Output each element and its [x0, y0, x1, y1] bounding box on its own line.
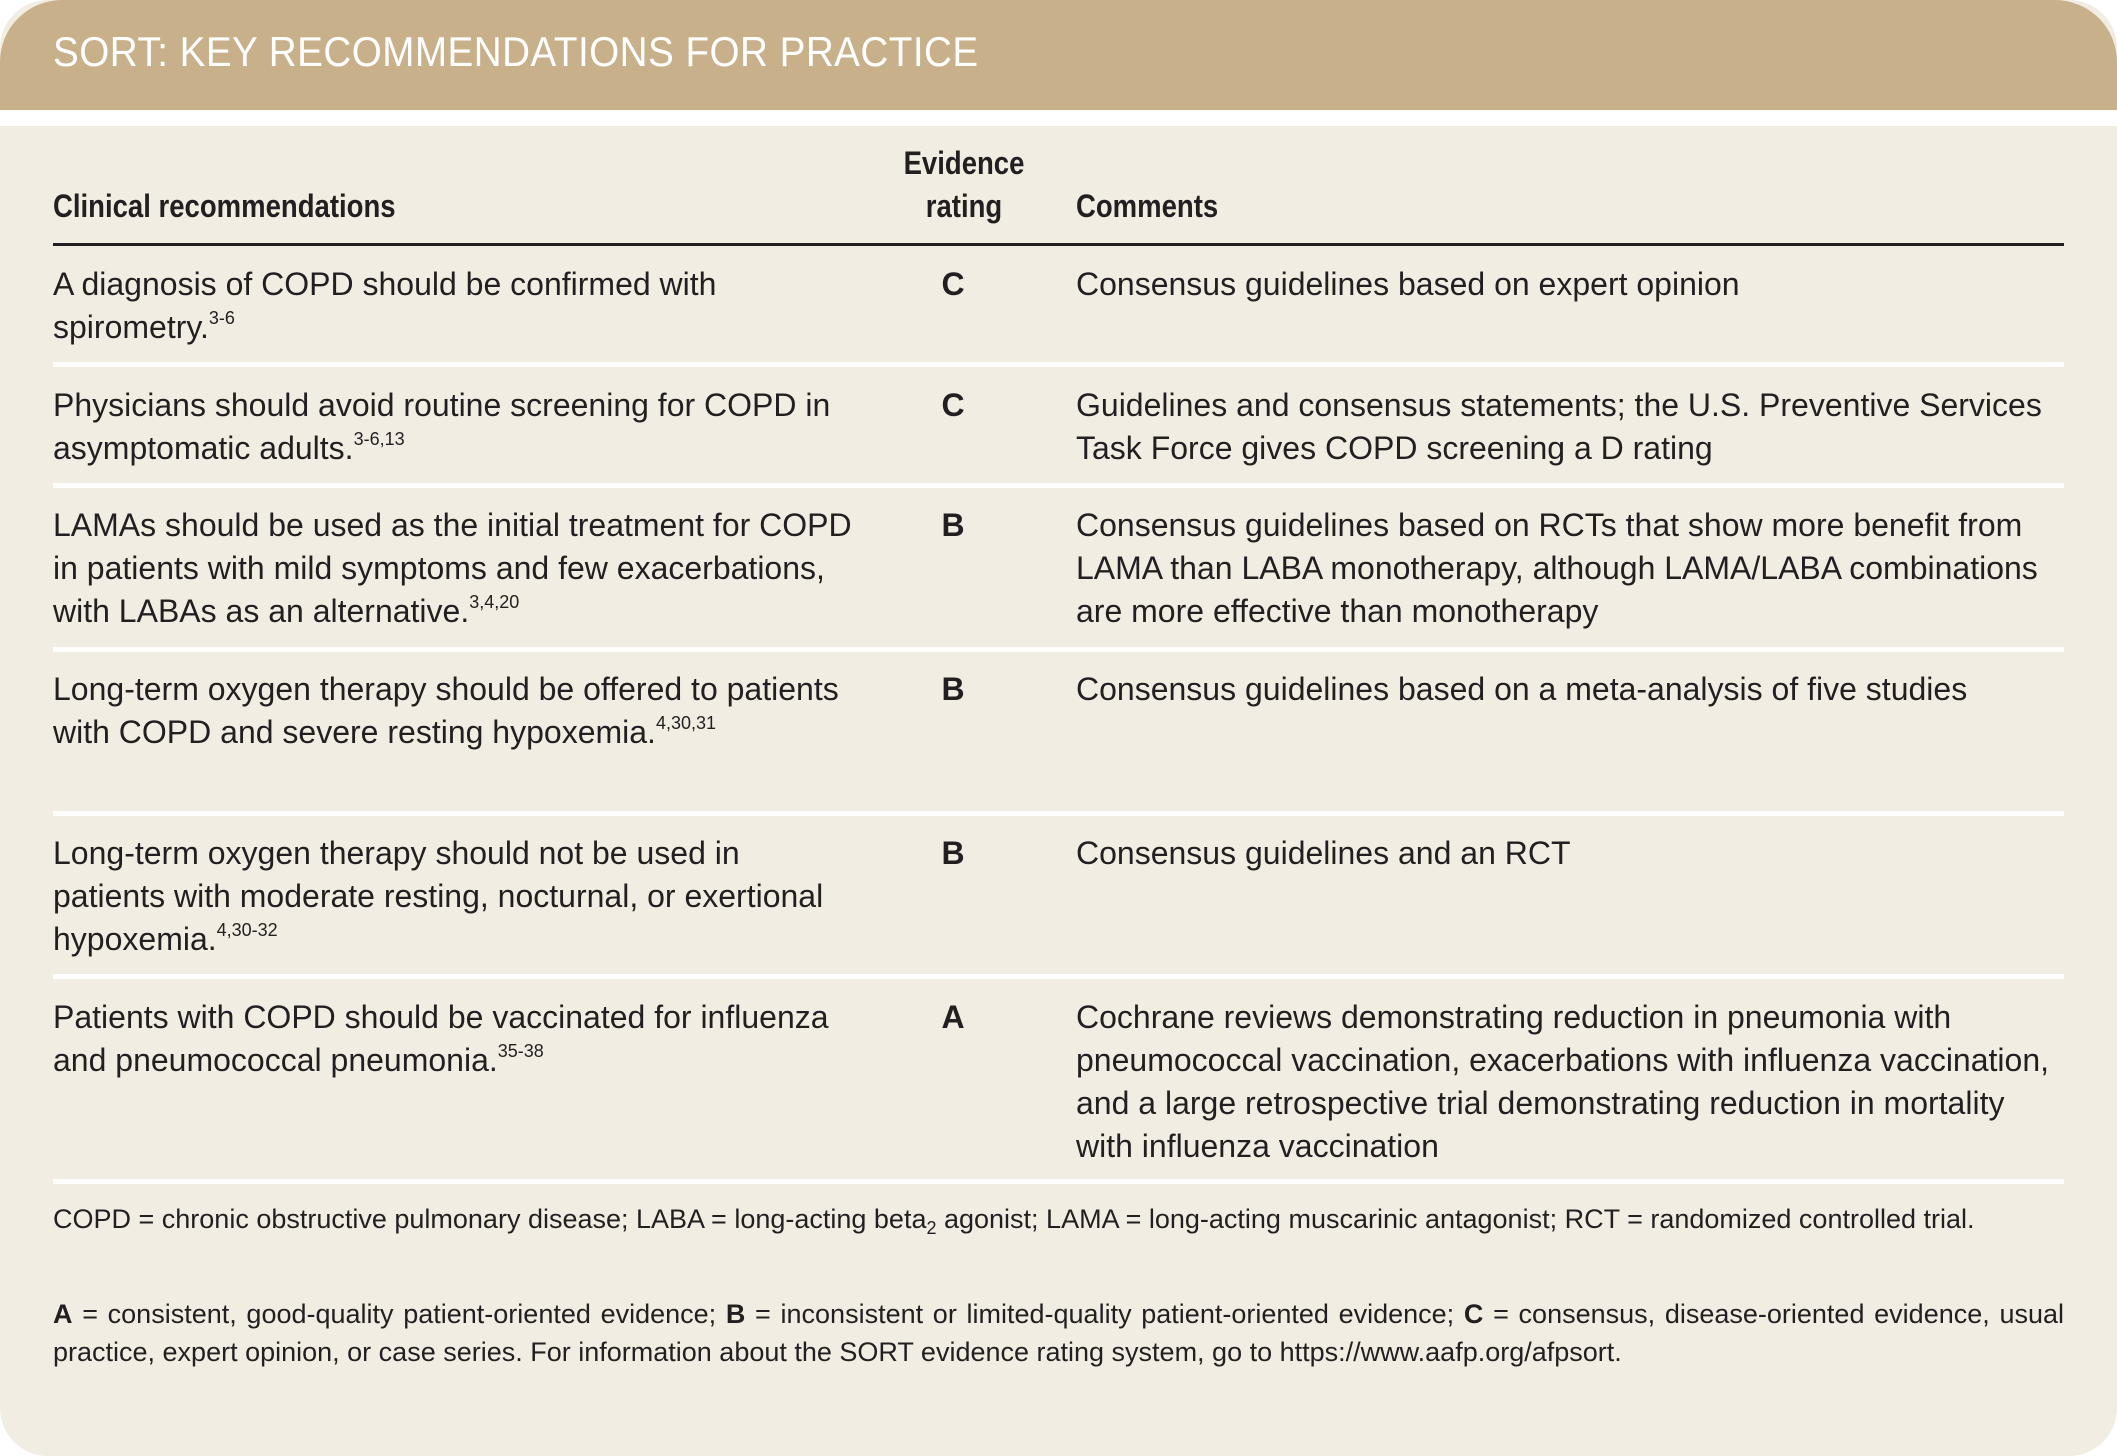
- reference-superscript: 4,30,31: [655, 713, 716, 733]
- rating-legend-footnote: [53, 1295, 2064, 1371]
- recommendation-text: LAMAs should be used as the initial treatment for COPD in patients with mild symptoms and few exacerbations, with LABAs as an alternative.: [53, 507, 852, 629]
- comment-cell: Consensus guidelines and an RCT: [1076, 835, 1571, 871]
- evidence-rating-cell: A: [941, 999, 965, 1035]
- rating-b-text: = inconsistent or limited-quality patient-oriented evidence;: [745, 1299, 1464, 1329]
- abbreviations-text: COPD = chronic obstructive pulmonary disease; LABA = long-acting beta: [53, 1204, 927, 1234]
- recommendation-text: Long-term oxygen therapy should not be used in patients with moderate resting, nocturnal, or exertional hypoxemia.: [53, 835, 824, 957]
- header-evidence-line1: Evidence: [903, 145, 1025, 181]
- recommendation-text: Long-term oxygen therapy should be offered to patients with COPD and severe resting hypoxemia.: [53, 671, 839, 750]
- evidence-rating-cell: B: [941, 835, 965, 871]
- reference-superscript: 3-6: [208, 308, 235, 328]
- comment-cell: Consensus guidelines based on expert opinion: [1076, 266, 1740, 302]
- rating-c-label: C: [1463, 1299, 1484, 1329]
- recommendation-cell: [53, 996, 853, 1082]
- evidence-rating-cell: C: [941, 266, 965, 302]
- header-comments: Comments: [1076, 188, 1219, 224]
- header-clinical-recommendations: Clinical recommendations: [53, 188, 396, 224]
- evidence-rating-cell: B: [941, 507, 965, 543]
- recommendation-cell: [53, 384, 853, 470]
- comment-cell: Consensus guidelines based on RCTs that show more benefit from LAMA than LABA monotherapy, although LAMA/LABA combinations are more effective than monotherapy: [1076, 507, 2038, 629]
- header-evidence-rating: [898, 142, 1030, 228]
- header-evidence-line2: rating: [925, 188, 1003, 224]
- rating-a-text: = consistent, good-quality patient-oriented evidence;: [72, 1299, 726, 1329]
- rating-b-label: B: [725, 1299, 746, 1329]
- rating-a-label: A: [53, 1299, 73, 1329]
- comment-cell: Consensus guidelines based on a meta-analysis of five studies: [1076, 671, 1968, 707]
- recommendation-text: Patients with COPD should be vaccinated for influenza and pneumococcal pneumonia.: [53, 999, 829, 1078]
- card-title: SORT: KEY RECOMMENDATIONS FOR PRACTICE: [53, 28, 979, 75]
- recommendation-cell: [53, 263, 853, 349]
- recommendation-text: Physicians should avoid routine screening for COPD in asymptomatic adults.: [53, 387, 831, 466]
- abbreviations-footnote: [53, 1200, 2064, 1238]
- recommendation-cell: [53, 504, 853, 633]
- comment-cell: Cochrane reviews demonstrating reduction in pneumonia with pneumococcal vaccination, exacerbations with influenza vaccination, and a large retrospective trial demonstrating reduction in mortality with influenza vaccination: [1076, 999, 2049, 1164]
- reference-superscript: 3-6,13: [353, 429, 405, 449]
- row-divider: [53, 483, 2064, 488]
- comment-cell: Guidelines and consensus statements; the U.S. Preventive Services Task Force gives COPD screening a D rating: [1076, 387, 2042, 466]
- row-divider: [53, 974, 2064, 979]
- abbreviations-text-cont: agonist; LAMA = long-acting muscarinic antagonist; RCT = randomized controlled trial.: [936, 1204, 1975, 1234]
- row-divider: [53, 647, 2064, 652]
- row-divider: [53, 811, 2064, 816]
- header-rule: [53, 243, 2064, 246]
- row-divider: [53, 362, 2064, 367]
- evidence-rating-cell: C: [941, 387, 965, 423]
- evidence-rating-cell: B: [941, 671, 965, 707]
- rating-c-text: = consensus, disease-oriented evidence, usual practice, expert opinion, or case series. For information about the SORT evidence rating system, go to https://www.aafp.org/afpsort.: [53, 1299, 2064, 1367]
- reference-superscript: 3,4,20: [469, 592, 520, 612]
- recommendation-cell: [53, 668, 853, 754]
- subscript: 2: [926, 1218, 937, 1238]
- title-bar: [0, 0, 2117, 110]
- reference-superscript: 35-38: [497, 1041, 544, 1061]
- title-separator: [0, 110, 2117, 126]
- reference-superscript: 4,30-32: [216, 920, 278, 940]
- recommendation-cell: [53, 832, 853, 961]
- row-divider: [53, 1179, 2064, 1184]
- recommendation-text: A diagnosis of COPD should be confirmed with spirometry.: [53, 266, 717, 345]
